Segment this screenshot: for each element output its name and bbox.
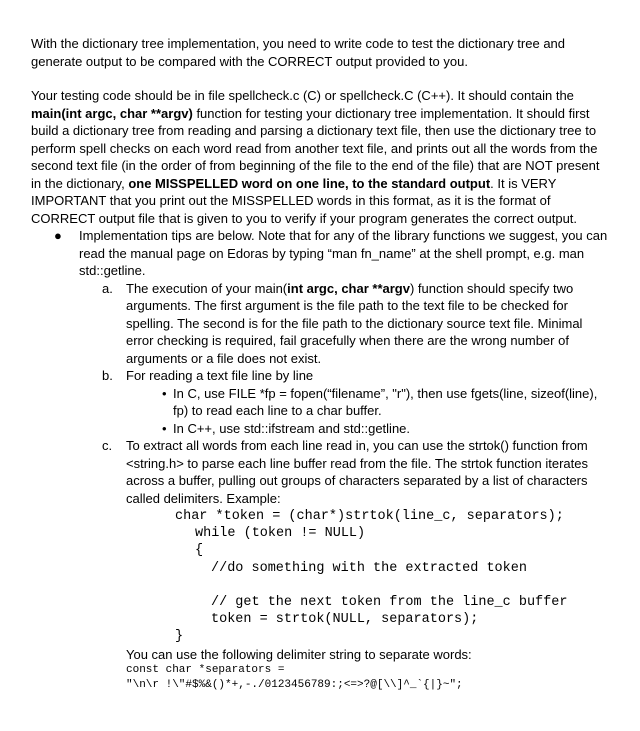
delimiter-code-line: "\n\r !\"#$%&()*+,-./0123456789:;<=>?@[\\]^_`{|}~"; bbox=[126, 679, 463, 692]
tip-b-label: b. bbox=[102, 368, 113, 383]
text-run: Your testing code should be in file spellcheck.c (C) or spellcheck.C (C++). It should contain the bbox=[31, 88, 574, 103]
tip-b-sub-cpp bbox=[31, 420, 611, 438]
bullet-dot-icon: • bbox=[162, 420, 167, 436]
tip-c-text: To extract all words from each line read in, you can use the strtok() function from <string.h> to parse each line buffer read from the file. The strtok function iterates across a buffer, pulling out groups of characters separated by a list of characters called delimiters. Example: bbox=[126, 438, 588, 506]
text-run: function for testing your dictionary tree implementation. It should first build a dictionary tree from reading and parsing a dictionary text file, then use the dictionary tree to perform spell checks on each word read from another text file, and prints out all the words from the second text file (in the order of from beginning of the file to the end of the file) that are NOT present in the dictionary, bbox=[31, 105, 600, 191]
document-page bbox=[31, 35, 611, 693]
tip-a-label: a. bbox=[102, 280, 113, 296]
bullet-dot-icon: • bbox=[162, 385, 167, 401]
code-line: token = strtok(NULL, separators); bbox=[211, 612, 479, 628]
tip-c-label: c. bbox=[102, 438, 113, 453]
code-blank-line bbox=[31, 577, 611, 594]
bold-output-rule: one MISSPELLED word on one line, to the standard output bbox=[128, 175, 491, 191]
tip-c bbox=[31, 437, 611, 507]
delimiter-code-line: const char *separators = bbox=[126, 664, 285, 677]
text-run: ) function should specify two arguments. The first argument is the file path to the text file to be checked for spelling. The second is for the file path to the dictionary source text file. Minimal error checking is required, fail gracefully when there are the wrong number of arguments or a file does not exist. bbox=[126, 280, 583, 366]
delimiter-text: You can use the following delimiter string to separate words: bbox=[126, 646, 472, 662]
text-run: . It is VERY IMPORTANT that you print out the MISSPELLED words in this format, as it is the format of CORRECT output file that is given to you to verify if your program generates the correct output. bbox=[31, 175, 578, 226]
code-line: // get the next token from the line_c buffer bbox=[211, 595, 568, 610]
bullet-dot-icon: ● bbox=[54, 228, 62, 243]
tip-b-sub-c bbox=[31, 385, 611, 420]
code-line: } bbox=[175, 629, 184, 645]
tip-b-sub-c-text: In C, use FILE *fp = fopen(“filename”, "r"), then use fgets(line, sizeof(line), fp) to read each line to a char buffer. bbox=[173, 385, 598, 418]
code-line: //do something with the extracted token bbox=[211, 560, 527, 576]
text-run: The execution of your main( bbox=[126, 280, 288, 296]
bold-main-signature: main(int argc, char **argv) bbox=[31, 105, 193, 121]
code-example bbox=[31, 507, 611, 646]
tip-a bbox=[31, 280, 611, 368]
intro-paragraph: With the dictionary tree implementation, you need to write code to test the dictionary tree and generate output to be compared with the CORRECT output provided to you. bbox=[31, 36, 566, 69]
testing-code-paragraph bbox=[31, 87, 611, 227]
bold-args: int argc, char **argv bbox=[287, 280, 410, 296]
spacer bbox=[31, 70, 611, 87]
code-line: { bbox=[195, 543, 204, 559]
bullet-text: Implementation tips are below. Note that for any of the library functions we suggest, you can read the manual page on Edoras by typing “man fn_name” at the shell prompt, e.g. man std::getline. bbox=[79, 228, 608, 278]
tip-b bbox=[31, 367, 611, 385]
code-line: char *token = (char*)strtok(line_c, separators); bbox=[175, 509, 564, 524]
code-line: while (token != NULL) bbox=[195, 526, 366, 542]
tip-b-text: For reading a text file line by line bbox=[126, 368, 314, 383]
implementation-tips-bullet bbox=[31, 227, 611, 280]
tip-b-sub-cpp-text: In C++, use std::ifstream and std::getline. bbox=[173, 420, 411, 436]
